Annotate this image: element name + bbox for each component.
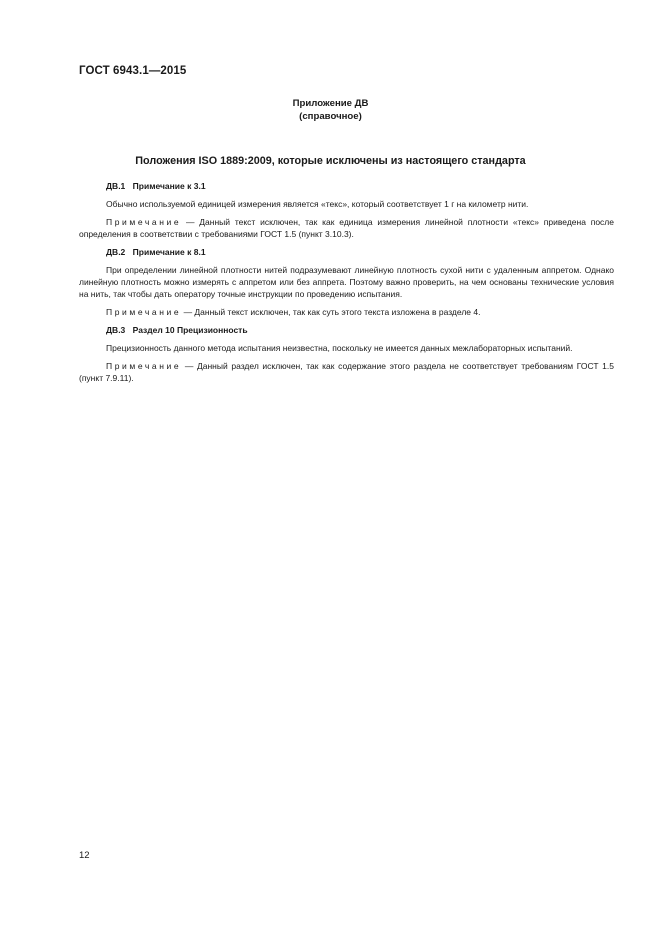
section-title: Раздел 10 Прецизионность [132, 325, 248, 335]
note-text: — Данный текст исключен, так как единица измерения линейной плотности «текс» приведена после определения в соответствии с требованиями ГОСТ 1.5 (пункт 3.10.3). [79, 217, 614, 239]
section-number: ДВ.3 [106, 325, 126, 335]
note-label: Примечание [106, 217, 182, 227]
page-number: 12 [79, 850, 90, 861]
section-number: ДВ.2 [106, 247, 126, 257]
appendix-type: (справочное) [299, 111, 362, 122]
section-note [79, 360, 614, 384]
note-text: — Данный текст исключен, так как суть этого текста изложена в разделе 4. [181, 307, 481, 317]
section-paragraph: Прецизионность данного метода испытания неизвестна, поскольку не имеется данных межлабораторных испытаний. [106, 343, 573, 353]
section-note [79, 306, 614, 318]
document-title: Положения ISO 1889:2009, которые исключены из настоящего стандарта [135, 155, 526, 167]
note-label: Примечание [106, 361, 182, 371]
section-number: ДВ.1 [106, 181, 126, 191]
section-title: Примечание к 3.1 [132, 181, 206, 191]
section-paragraph: При определении линейной плотности нитей подразумевают линейную плотность сухой нити с удаленным аппретом. Однако линейную плотность можно измерять с аппретом или без аппрета. Поэтому важно проверить, на чем основаны технические условия на нить, так чтобы дать оператору точные инструкции по проведению испытания. [79, 265, 614, 299]
document-body [79, 180, 614, 390]
section-title: Примечание к 8.1 [132, 247, 206, 257]
section-heading [79, 324, 614, 336]
note-label: Примечание [106, 307, 182, 317]
note-text: — Данный раздел исключен, так как содержание этого раздела не соответствует требованиям ГОСТ 1.5 (пункт 7.9.11). [79, 361, 614, 383]
appendix-heading [0, 97, 661, 123]
section-paragraph: Обычно используемой единицей измерения является «текс», который соответствует 1 г на километр нити. [106, 199, 529, 209]
section-dv1 [79, 180, 614, 240]
appendix-label: Приложение ДВ [292, 98, 369, 109]
section-dv3 [79, 324, 614, 384]
standard-code: ГОСТ 6943.1—2015 [79, 65, 187, 77]
section-heading [79, 180, 614, 192]
section-heading [79, 246, 614, 258]
section-dv2 [79, 246, 614, 318]
section-note [79, 216, 614, 240]
